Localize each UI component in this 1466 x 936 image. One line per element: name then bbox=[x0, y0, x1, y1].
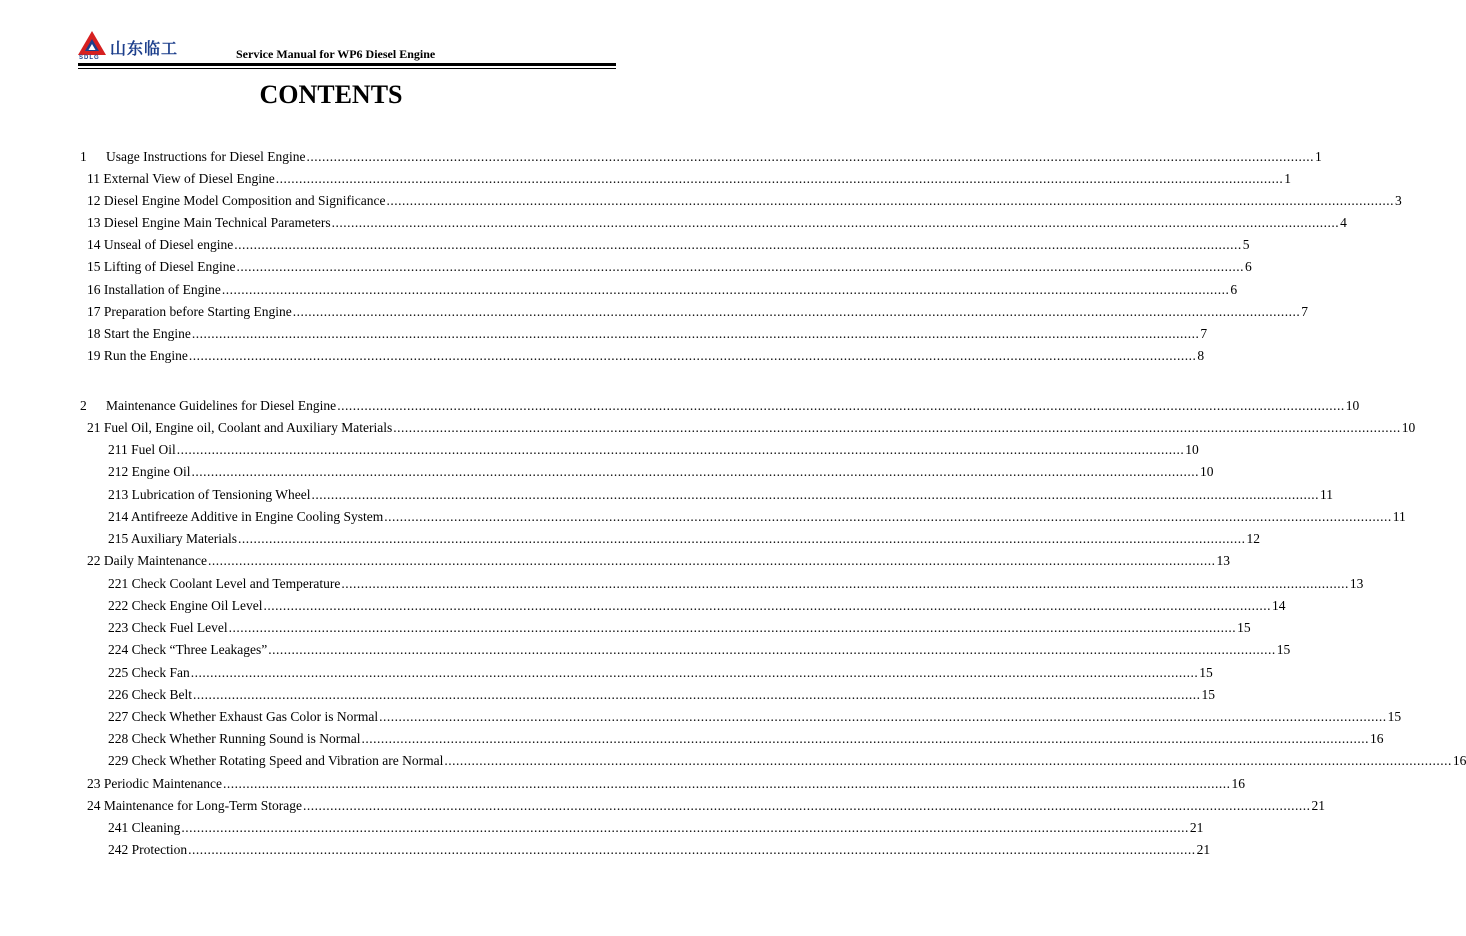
toc-entry-number: 19 bbox=[87, 348, 101, 363]
toc-entry[interactable] bbox=[80, 148, 1322, 166]
toc-entry-label bbox=[108, 819, 180, 837]
toc-dot-leader: .................................................................................................................................................................................................................................................................... bbox=[188, 842, 1196, 857]
toc-entry[interactable] bbox=[108, 708, 1402, 726]
toc-entry-label bbox=[87, 797, 302, 815]
toc-entry-text: Check Fuel Level bbox=[131, 620, 228, 635]
toc-entry-label bbox=[87, 552, 207, 570]
toc-entry-label bbox=[87, 170, 275, 188]
toc-entry-number: 24 bbox=[87, 798, 101, 813]
toc-entry[interactable] bbox=[87, 236, 1250, 254]
toc-entry-number: 16 bbox=[87, 282, 101, 297]
toc-dot-leader: .................................................................................................................................................................................................................................................................... bbox=[306, 149, 1314, 164]
toc-dot-leader: .................................................................................................................................................................................................................................................................... bbox=[234, 237, 1242, 252]
toc-entry-text: Check Engine Oil Level bbox=[131, 598, 263, 613]
toc-entry[interactable] bbox=[108, 641, 1291, 659]
toc-entry[interactable] bbox=[87, 258, 1252, 276]
toc-entry-number: 212 bbox=[108, 464, 129, 479]
toc-entry-page: 10 bbox=[1200, 464, 1214, 479]
toc-entry-text: Check Fan bbox=[131, 665, 190, 680]
toc-entry-number: 222 bbox=[108, 598, 129, 613]
toc-entry-text: Check Whether Exhaust Gas Color is Normal bbox=[131, 709, 379, 724]
toc-entry-text: Lubrication of Tensioning Wheel bbox=[131, 487, 311, 502]
toc-entry[interactable] bbox=[87, 347, 1205, 365]
toc-entry-label bbox=[108, 841, 187, 859]
toc-entry-number: 23 bbox=[87, 776, 101, 791]
toc-entry-number: 228 bbox=[108, 731, 129, 746]
toc-dot-leader: .................................................................................................................................................................................................................................................................... bbox=[302, 798, 1311, 813]
toc-entry-number: 13 bbox=[87, 215, 101, 230]
toc-entry[interactable] bbox=[87, 419, 1416, 437]
header-rule-thin bbox=[78, 68, 616, 69]
toc-entry-number: 211 bbox=[108, 442, 128, 457]
toc-entry-text: Preparation before Starting Engine bbox=[103, 304, 292, 319]
toc-entry-page: 21 bbox=[1311, 798, 1325, 813]
toc-entry-number: 221 bbox=[108, 576, 129, 591]
toc-dot-leader: .................................................................................................................................................................................................................................................................... bbox=[207, 553, 1216, 568]
toc-entry-page: 7 bbox=[1301, 304, 1308, 319]
toc-entry-label bbox=[108, 641, 267, 659]
toc-entry-page: 12 bbox=[1246, 531, 1260, 546]
toc-entry[interactable] bbox=[87, 325, 1208, 343]
toc-entry-text: Check Whether Running Sound is Normal bbox=[131, 731, 361, 746]
toc-entry-label bbox=[80, 397, 336, 415]
toc-entry-page: 16 bbox=[1369, 731, 1384, 746]
toc-entry-number: 11 bbox=[87, 171, 100, 186]
toc-entry-page: 6 bbox=[1244, 259, 1252, 274]
toc-entry-label bbox=[87, 281, 221, 299]
toc-entry[interactable] bbox=[80, 397, 1360, 415]
toc-entry-text: Start the Engine bbox=[103, 326, 191, 341]
toc-entry-page: 15 bbox=[1276, 642, 1291, 657]
toc-entry-text: Cleaning bbox=[131, 820, 181, 835]
toc-entry-page: 7 bbox=[1200, 326, 1208, 341]
toc-entry-label bbox=[87, 214, 331, 232]
toc-entry-label bbox=[108, 486, 311, 504]
toc-entry[interactable] bbox=[108, 730, 1384, 748]
toc-entry-text: Lifting of Diesel Engine bbox=[103, 259, 236, 274]
toc-entry-text: Maintenance for Long-Term Storage bbox=[103, 798, 302, 813]
toc-dot-leader: .................................................................................................................................................................................................................................................................... bbox=[384, 509, 1392, 524]
toc-entry-text: Check Coolant Level and Temperature bbox=[131, 576, 341, 591]
toc-entry-page: 11 bbox=[1320, 487, 1334, 502]
page-title: CONTENTS bbox=[259, 80, 403, 109]
toc-entry-number: 241 bbox=[108, 820, 129, 835]
toc-entry-text: Check Whether Rotating Speed and Vibration are Normal bbox=[131, 753, 444, 768]
toc-dot-leader: .................................................................................................................................................................................................................................................................... bbox=[275, 171, 1284, 186]
toc-entry[interactable] bbox=[108, 463, 1214, 481]
toc-entry-label bbox=[87, 347, 188, 365]
toc-entry-text: Diesel Engine Main Technical Parameters bbox=[103, 215, 331, 230]
toc-entry-text: Check Belt bbox=[131, 687, 192, 702]
toc-entry-number: 17 bbox=[87, 304, 101, 319]
toc-entry-page: 21 bbox=[1196, 842, 1211, 857]
toc-entry-text: Daily Maintenance bbox=[103, 553, 207, 568]
toc-entry[interactable] bbox=[108, 752, 1466, 770]
toc-entry-number: 15 bbox=[87, 259, 101, 274]
toc-entry[interactable] bbox=[87, 775, 1245, 793]
toc-entry-number: 214 bbox=[108, 509, 129, 524]
toc-dot-leader: .................................................................................................................................................................................................................................................................... bbox=[379, 709, 1387, 724]
toc-entry-number: 213 bbox=[108, 487, 129, 502]
toc-dot-leader: .................................................................................................................................................................................................................................................................... bbox=[386, 193, 1394, 208]
toc-dot-leader: .................................................................................................................................................................................................................................................................... bbox=[341, 576, 1349, 591]
toc-entry-text: Fuel Oil bbox=[131, 442, 176, 457]
toc-entry-text: Fuel Oil, Engine oil, Coolant and Auxiliary Materials bbox=[103, 420, 393, 435]
toc-entry-page: 5 bbox=[1242, 237, 1250, 252]
toc-entry[interactable] bbox=[108, 530, 1260, 548]
toc-entry-text: Periodic Maintenance bbox=[103, 776, 222, 791]
toc-entry[interactable] bbox=[87, 303, 1308, 321]
toc-dot-leader: .................................................................................................................................................................................................................................................................... bbox=[331, 215, 1340, 230]
toc-entry-number: 21 bbox=[87, 420, 101, 435]
toc-entry-label bbox=[108, 463, 191, 481]
toc-entry-label bbox=[108, 619, 228, 637]
toc-entry-number: 12 bbox=[87, 193, 101, 208]
toc-entry-page: 10 bbox=[1401, 420, 1416, 435]
toc-entry-text: Usage Instructions for Diesel Engine bbox=[106, 149, 306, 164]
toc-entry-label bbox=[87, 236, 233, 254]
toc-dot-leader: .................................................................................................................................................................................................................................................................... bbox=[188, 348, 1197, 363]
toc-entry-page: 10 bbox=[1185, 442, 1199, 457]
toc-entry-page: 3 bbox=[1394, 193, 1402, 208]
toc-entry-number: 242 bbox=[108, 842, 129, 857]
toc-dot-leader: .................................................................................................................................................................................................................................................................... bbox=[238, 531, 1246, 546]
toc-entry-label bbox=[80, 148, 305, 166]
header-title: Service Manual for WP6 Diesel Engine bbox=[236, 47, 436, 61]
toc-dot-leader: .................................................................................................................................................................................................................................................................... bbox=[263, 598, 1271, 613]
toc-entry-label bbox=[87, 325, 191, 343]
toc-entry-number: 223 bbox=[108, 620, 129, 635]
toc-entry-page: 21 bbox=[1189, 820, 1204, 835]
toc-entry-number: 224 bbox=[108, 642, 129, 657]
toc-entry-text: Protection bbox=[131, 842, 188, 857]
toc-entry-label bbox=[87, 192, 385, 210]
toc-entry-text: Run the Engine bbox=[103, 348, 188, 363]
toc-entry-label bbox=[108, 530, 237, 548]
toc-entry-page: 13 bbox=[1216, 553, 1230, 568]
sdlg-logo-icon bbox=[78, 30, 108, 56]
toc-entry-label bbox=[87, 303, 292, 321]
toc-entry-page: 15 bbox=[1201, 687, 1215, 702]
toc-entry-page: 15 bbox=[1199, 665, 1213, 680]
logo-chinese-text: 山东临工 bbox=[110, 39, 179, 58]
toc-entry-label bbox=[87, 419, 392, 437]
toc-entry-page: 10 bbox=[1345, 398, 1360, 413]
toc-entry-text: Installation of Engine bbox=[103, 282, 221, 297]
logo-english-text: SDLG bbox=[79, 55, 100, 61]
toc-entry-text: Antifreeze Additive in Engine Cooling System bbox=[130, 509, 384, 524]
toc-entry-text: Auxiliary Materials bbox=[130, 531, 237, 546]
toc-entry-number: 1 bbox=[80, 149, 87, 164]
toc-entry-text: Diesel Engine Model Composition and Significance bbox=[103, 193, 386, 208]
toc-entry-label bbox=[108, 708, 378, 726]
toc-entry-label bbox=[108, 575, 340, 593]
toc-dot-leader: .................................................................................................................................................................................................................................................................... bbox=[191, 464, 1199, 479]
toc-entry-text: Unseal of Diesel engine bbox=[103, 237, 234, 252]
toc-dot-leader: .................................................................................................................................................................................................................................................................... bbox=[191, 326, 1200, 341]
toc-entry-label bbox=[108, 664, 190, 682]
toc-entry[interactable] bbox=[108, 575, 1364, 593]
toc-entry-page: 11 bbox=[1392, 509, 1406, 524]
toc-entry-label bbox=[108, 686, 192, 704]
toc-entry[interactable] bbox=[87, 214, 1347, 232]
toc-entry[interactable] bbox=[108, 819, 1204, 837]
toc-entry-number: 225 bbox=[108, 665, 129, 680]
toc-entry[interactable] bbox=[108, 486, 1334, 504]
toc-dot-leader: .................................................................................................................................................................................................................................................................... bbox=[361, 731, 1369, 746]
toc-dot-leader: .................................................................................................................................................................................................................................................................... bbox=[193, 687, 1201, 702]
toc-entry-number: 22 bbox=[87, 553, 101, 568]
toc-entry[interactable] bbox=[87, 170, 1292, 188]
toc-entry-page: 6 bbox=[1230, 282, 1238, 297]
toc-entry-number: 227 bbox=[108, 709, 129, 724]
toc-entry-number: 18 bbox=[87, 326, 101, 341]
toc-entry-page: 1 bbox=[1284, 171, 1292, 186]
toc-entry-text: Maintenance Guidelines for Diesel Engine bbox=[106, 398, 337, 413]
toc-entry[interactable] bbox=[87, 192, 1402, 210]
toc-entry[interactable] bbox=[108, 619, 1251, 637]
toc-dot-leader: .................................................................................................................................................................................................................................................................... bbox=[176, 442, 1185, 457]
toc-entry-number: 2 bbox=[80, 398, 87, 413]
toc-entry[interactable] bbox=[108, 841, 1211, 859]
toc-dot-leader: .................................................................................................................................................................................................................................................................... bbox=[444, 753, 1452, 768]
toc-dot-leader: .................................................................................................................................................................................................................................................................... bbox=[222, 776, 1231, 791]
toc-entry-text: Check “Three Leakages” bbox=[131, 642, 268, 657]
toc-entry-page: 15 bbox=[1387, 709, 1402, 724]
toc-entry-page: 1 bbox=[1314, 149, 1322, 164]
toc-dot-leader: .................................................................................................................................................................................................................................................................... bbox=[236, 259, 1244, 274]
sdlg-logo bbox=[78, 28, 198, 64]
toc-entry-label bbox=[87, 258, 235, 276]
header-rule-thick bbox=[78, 63, 616, 66]
toc-entry[interactable] bbox=[87, 281, 1238, 299]
toc-entry[interactable] bbox=[108, 686, 1215, 704]
toc-entry[interactable] bbox=[108, 508, 1406, 526]
toc-dot-leader: .................................................................................................................................................................................................................................................................... bbox=[268, 642, 1276, 657]
toc-entry-page: 16 bbox=[1452, 753, 1466, 768]
toc-entry-label bbox=[108, 597, 262, 615]
toc-entry-label bbox=[108, 730, 360, 748]
toc-entry-page: 14 bbox=[1271, 598, 1286, 613]
toc-entry-number: 215 bbox=[108, 531, 129, 546]
toc-entry-page: 15 bbox=[1237, 620, 1251, 635]
toc-entry-text: Engine Oil bbox=[131, 464, 191, 479]
toc-entry-number: 14 bbox=[87, 237, 101, 252]
toc-entry-number: 226 bbox=[108, 687, 129, 702]
toc-entry-label bbox=[108, 752, 443, 770]
toc-entry-label bbox=[108, 441, 176, 459]
toc-entry-page: 16 bbox=[1231, 776, 1245, 791]
toc-entry[interactable] bbox=[108, 441, 1199, 459]
toc-dot-leader: .................................................................................................................................................................................................................................................................... bbox=[337, 398, 1345, 413]
toc-dot-leader: .................................................................................................................................................................................................................................................................... bbox=[393, 420, 1401, 435]
toc-entry-label bbox=[87, 775, 222, 793]
toc-entry-text: External View of Diesel Engine bbox=[103, 171, 275, 186]
toc-dot-leader: .................................................................................................................................................................................................................................................................... bbox=[181, 820, 1189, 835]
toc-dot-leader: .................................................................................................................................................................................................................................................................... bbox=[292, 304, 1301, 319]
toc-dot-leader: .................................................................................................................................................................................................................................................................... bbox=[228, 620, 1237, 635]
toc-dot-leader: .................................................................................................................................................................................................................................................................... bbox=[311, 487, 1320, 502]
toc-entry-page: 4 bbox=[1340, 215, 1347, 230]
toc-entry[interactable] bbox=[87, 552, 1230, 570]
toc-dot-leader: .................................................................................................................................................................................................................................................................... bbox=[190, 665, 1199, 680]
toc-entry-number: 229 bbox=[108, 753, 129, 768]
toc-entry-page: 8 bbox=[1197, 348, 1205, 363]
toc-entry-page: 13 bbox=[1349, 576, 1364, 591]
toc-entry[interactable] bbox=[108, 597, 1286, 615]
toc-entry[interactable] bbox=[108, 664, 1213, 682]
toc-entry[interactable] bbox=[87, 797, 1325, 815]
toc-entry-label bbox=[108, 508, 383, 526]
toc-dot-leader: .................................................................................................................................................................................................................................................................... bbox=[221, 282, 1230, 297]
